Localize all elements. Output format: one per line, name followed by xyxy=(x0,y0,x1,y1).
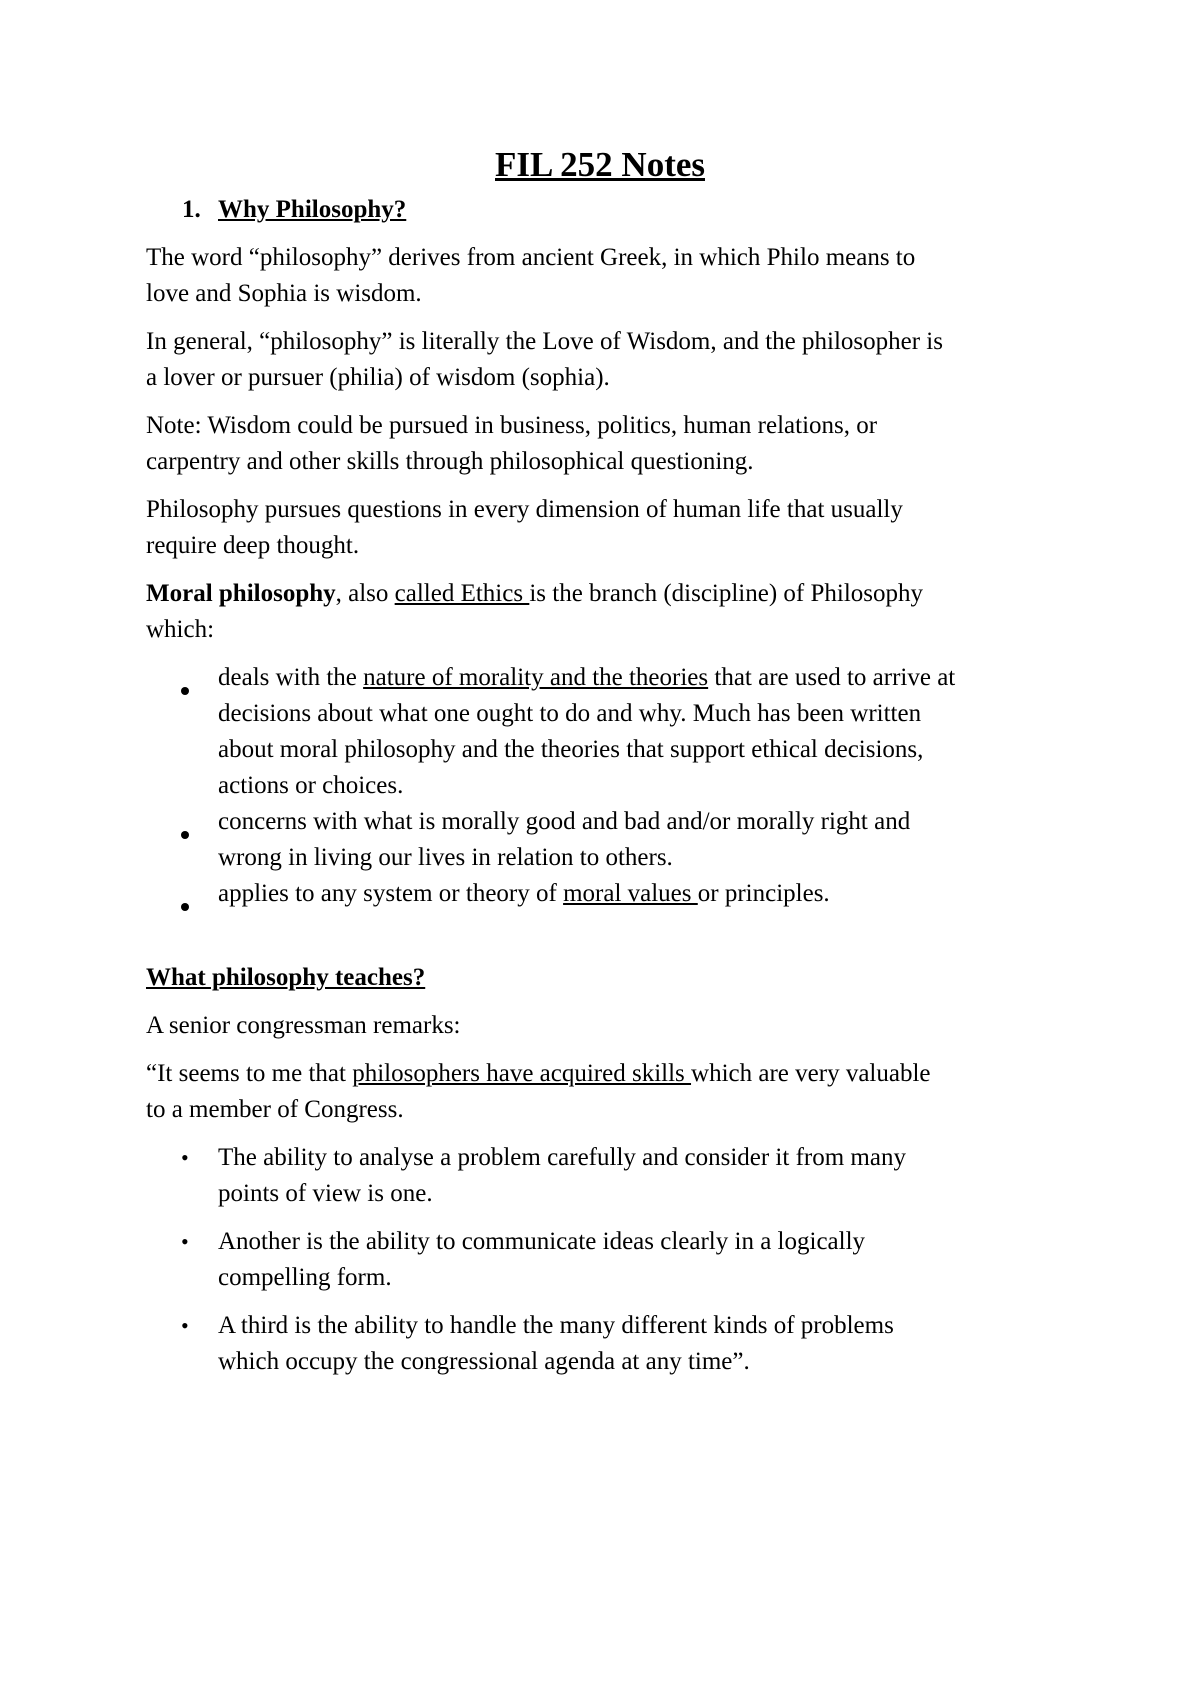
bullet-line: Another is the ability to communicate ideas clearly in a logically xyxy=(218,1228,866,1255)
paragraph-line: which: xyxy=(146,616,215,643)
text-run: is the branch (discipline) of Philosophy xyxy=(529,580,924,607)
text-run: deals with the xyxy=(218,664,364,691)
bullet-line: about moral philosophy and the theories that support ethical decisions, xyxy=(218,736,924,763)
bullet-line: actions or choices. xyxy=(218,772,404,799)
bullet-dot-icon xyxy=(181,674,189,702)
bullet-line xyxy=(218,880,830,908)
bullet-line: decisions about what one ought to do and why. Much has been written xyxy=(218,700,922,727)
text-run: “It seems to me that xyxy=(146,1060,353,1087)
paragraph-line: carpentry and other skills through philosophical questioning. xyxy=(146,448,754,475)
paragraph-line: a lover or pursuer (philia) of wisdom (sophia). xyxy=(146,364,610,391)
bullet-dot-icon: • xyxy=(181,1229,189,1254)
paragraph-line: In general, “philosophy” is literally the Love of Wisdom, and the philosopher is xyxy=(146,328,943,355)
underlined-phrase: called Ethics xyxy=(394,580,530,607)
bullet-dot-icon: • xyxy=(181,1313,189,1338)
paragraph-line: Philosophy pursues questions in every dimension of human life that usually xyxy=(146,496,903,523)
bullet-line: concerns with what is morally good and bad and/or morally right and xyxy=(218,808,911,835)
bullet-line: points of view is one. xyxy=(218,1180,433,1207)
paragraph-line xyxy=(146,580,923,608)
bullet-line: which occupy the congressional agenda at any time”. xyxy=(218,1348,750,1375)
quote-line: to a member of Congress. xyxy=(146,1096,404,1123)
paragraph-line: Note: Wisdom could be pursued in business, politics, human relations, or xyxy=(146,412,878,439)
text-run: that are used to arrive at xyxy=(708,664,956,691)
paragraph-line: require deep thought. xyxy=(146,532,360,559)
underlined-phrase: moral values xyxy=(563,880,698,907)
bullet-dot-icon xyxy=(181,890,189,918)
bullet-line xyxy=(218,664,955,692)
section-heading-why-philosophy: Why Philosophy? xyxy=(218,196,407,223)
text-run: which are very valuable xyxy=(691,1060,931,1087)
underlined-phrase: philosophers have acquired skills xyxy=(352,1060,692,1087)
text-run: or principles. xyxy=(697,880,830,907)
section-number: 1. xyxy=(182,196,201,223)
paragraph-line: A senior congressman remarks: xyxy=(146,1012,461,1039)
text-run: applies to any system or theory of xyxy=(218,880,564,907)
underlined-phrase: nature of morality and the theories xyxy=(363,664,709,691)
bullet-line: A third is the ability to handle the many different kinds of problems xyxy=(218,1312,894,1339)
bullet-dot-icon: • xyxy=(181,1145,189,1170)
bold-term: Moral philosophy xyxy=(146,580,336,607)
bullet-line: wrong in living our lives in relation to others. xyxy=(218,844,673,871)
section-heading-what-philosophy-teaches: What philosophy teaches? xyxy=(146,964,426,991)
bullet-line: The ability to analyse a problem carefully and consider it from many xyxy=(218,1144,906,1171)
document-title: FIL 252 Notes xyxy=(495,145,705,184)
bullet-dot-icon xyxy=(181,818,189,846)
quote-line xyxy=(146,1060,931,1088)
paragraph-line: The word “philosophy” derives from ancient Greek, in which Philo means to xyxy=(146,244,916,271)
text-run: , also xyxy=(335,580,395,607)
paragraph-line: love and Sophia is wisdom. xyxy=(146,280,422,307)
bullet-line: compelling form. xyxy=(218,1264,392,1291)
